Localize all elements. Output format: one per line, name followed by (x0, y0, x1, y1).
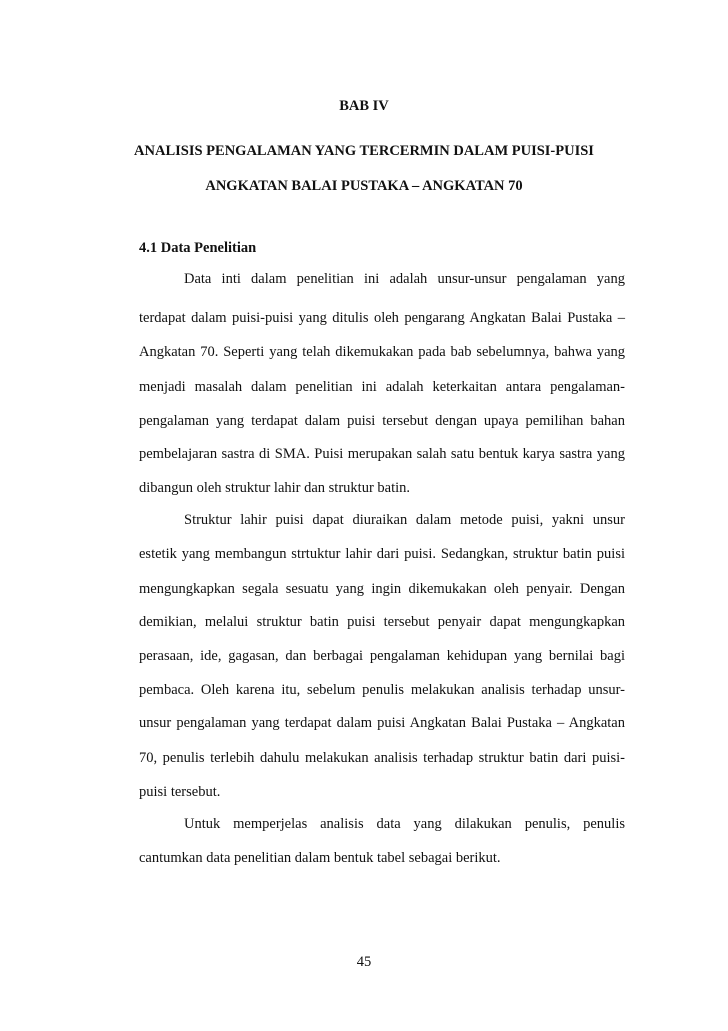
body-text-line: cantumkan data penelitian dalam bentuk tabel sebagai berikut. (139, 850, 501, 866)
body-text-line: Angkatan 70. Seperti yang telah dikemukakan pada bab sebelumnya, bahwa yang (139, 344, 625, 360)
body-text-line: demikian, melalui struktur batin puisi tersebut penyair dapat mengungkapkan (139, 614, 625, 630)
body-text-line: perasaan, ide, gagasan, dan berbagai pengalaman kehidupan yang bernilai bagi (139, 648, 625, 664)
body-text-line: estetik yang membangun strtuktur lahir dari puisi. Sedangkan, struktur batin puisi (139, 546, 625, 562)
body-text-line: Struktur lahir puisi dapat diuraikan dalam metode puisi, yakni unsur (184, 512, 625, 528)
chapter-title-line-2: ANGKATAN BALAI PUSTAKA – ANGKATAN 70 (205, 178, 523, 194)
body-text-line: 70, penulis terlebih dahulu melakukan analisis terhadap struktur batin dari puisi- (139, 750, 625, 766)
body-text-line: pengalaman yang terdapat dalam puisi tersebut dengan upaya pemilihan bahan (139, 413, 625, 429)
section-heading: 4.1 Data Penelitian (139, 240, 257, 256)
body-text-line: pembaca. Oleh karena itu, sebelum penulis melakukan analisis terhadap unsur- (139, 682, 625, 698)
page-number: 45 (356, 954, 372, 970)
body-text-line: Data inti dalam penelitian ini adalah unsur-unsur pengalaman yang (184, 271, 625, 287)
body-text-line: terdapat dalam puisi-puisi yang ditulis oleh pengarang Angkatan Balai Pustaka – (139, 310, 625, 326)
chapter-title-line-1: ANALISIS PENGALAMAN YANG TERCERMIN DALAM PUISI-PUISI (134, 143, 594, 159)
body-text-line: mengungkapkan segala sesuatu yang ingin dikemukakan oleh penyair. Dengan (139, 581, 625, 597)
body-text-line: pembelajaran sastra di SMA. Puisi merupakan salah satu bentuk karya sastra yang (139, 446, 625, 462)
chapter-heading: BAB IV (339, 98, 389, 114)
body-text-line: Untuk memperjelas analisis data yang dilakukan penulis, penulis (184, 816, 625, 832)
body-text-line: puisi tersebut. (139, 784, 221, 800)
body-text-line: menjadi masalah dalam penelitian ini adalah keterkaitan antara pengalaman- (139, 379, 625, 395)
body-text-line: unsur pengalaman yang terdapat dalam puisi Angkatan Balai Pustaka – Angkatan (139, 715, 625, 731)
body-text-line: dibangun oleh struktur lahir dan struktur batin. (139, 480, 411, 496)
